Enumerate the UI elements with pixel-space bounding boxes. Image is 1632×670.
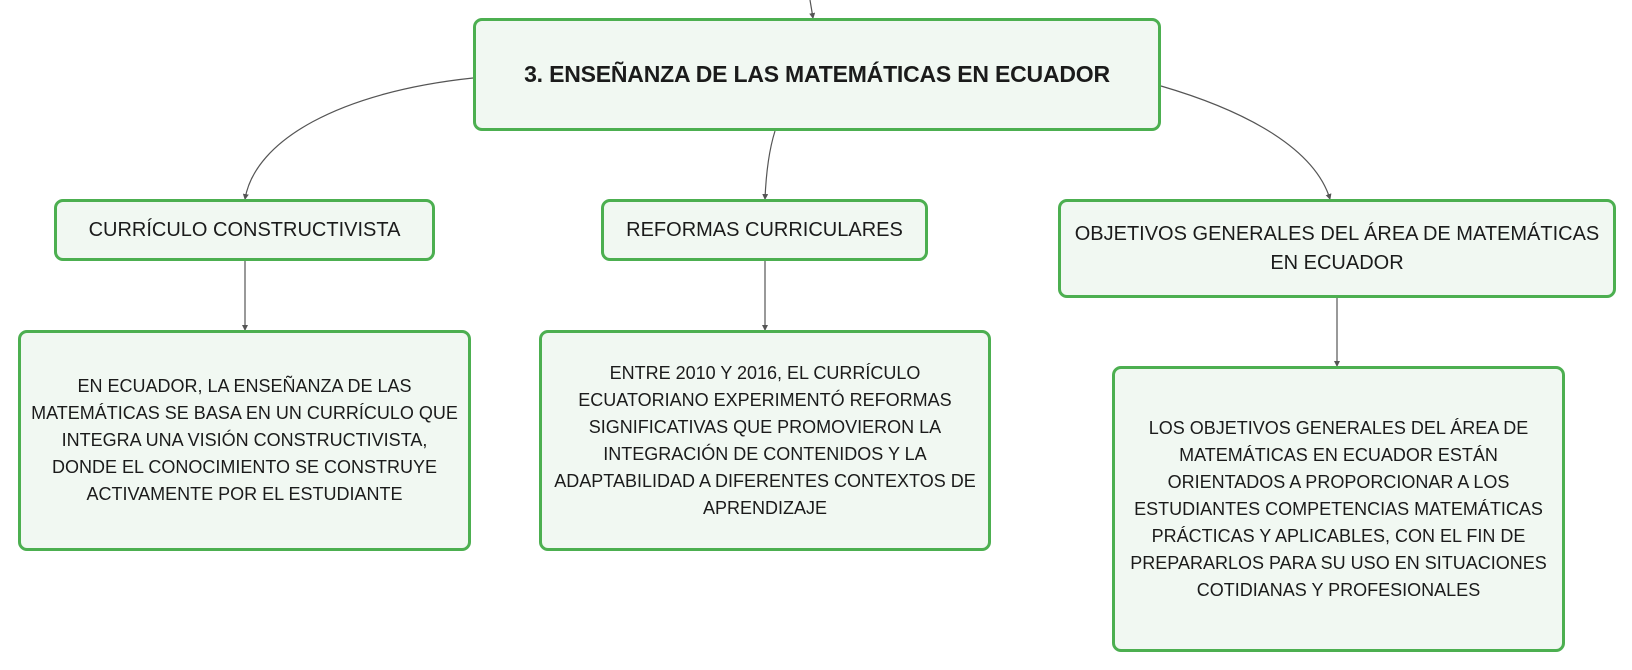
detail-text: LOS OBJETIVOS GENERALES DEL ÁREA DE MATEMÁTICAS EN ECUADOR ESTÁN ORIENTADOS A PROPORCIONAR A LOS ESTUDIANTES COMPETENCIAS MATEMÁTICAS PRÁCTICAS Y APLICABLES, CON EL FIN DE PREPARARLOS PARA SU USO EN SITUACIONES COTIDIANAS Y PROFESIONALES: [1130, 417, 1547, 600]
connector-root-to-objetivos: [1161, 86, 1330, 199]
subtopic-title: OBJETIVOS GENERALES DEL ÁREA DE MATEMÁTICAS EN ECUADOR: [1074, 222, 1600, 274]
subtopic-title: REFORMAS CURRICULARES: [626, 218, 903, 241]
detail-curriculo-constructivista[interactable]: [18, 330, 471, 551]
subtopic-objetivos-generales[interactable]: [1058, 199, 1616, 298]
detail-reformas-curriculares[interactable]: [539, 330, 991, 551]
incoming-connector: [810, 0, 813, 18]
subtopic-curriculo-constructivista[interactable]: [54, 199, 435, 261]
detail-text: EN ECUADOR, LA ENSEÑANZA DE LAS MATEMÁTICAS SE BASA EN UN CURRÍCULO QUE INTEGRA UNA VISIÓN CONSTRUCTIVISTA, DONDE EL CONOCIMIENTO SE CONSTRUYE ACTIVAMENTE POR EL ESTUDIANTE: [31, 376, 458, 504]
connector-root-to-reformas: [765, 131, 775, 199]
detail-objetivos-generales[interactable]: [1112, 366, 1565, 652]
connector-root-to-curriculo: [245, 78, 473, 199]
detail-text: ENTRE 2010 Y 2016, EL CURRÍCULO ECUATORIANO EXPERIMENTÓ REFORMAS SIGNIFICATIVAS QUE PROMOVIERON LA INTEGRACIÓN DE CONTENIDOS Y LA ADAPTABILIDAD A DIFERENTES CONTEXTOS DE APRENDIZAJE: [554, 362, 976, 518]
subtopic-title: CURRÍCULO CONSTRUCTIVISTA: [88, 218, 401, 241]
subtopic-reformas-curriculares[interactable]: [601, 199, 928, 261]
root-topic-node[interactable]: [473, 18, 1161, 131]
root-topic-title: 3. ENSEÑANZA DE LAS MATEMÁTICAS EN ECUADOR: [524, 61, 1110, 87]
